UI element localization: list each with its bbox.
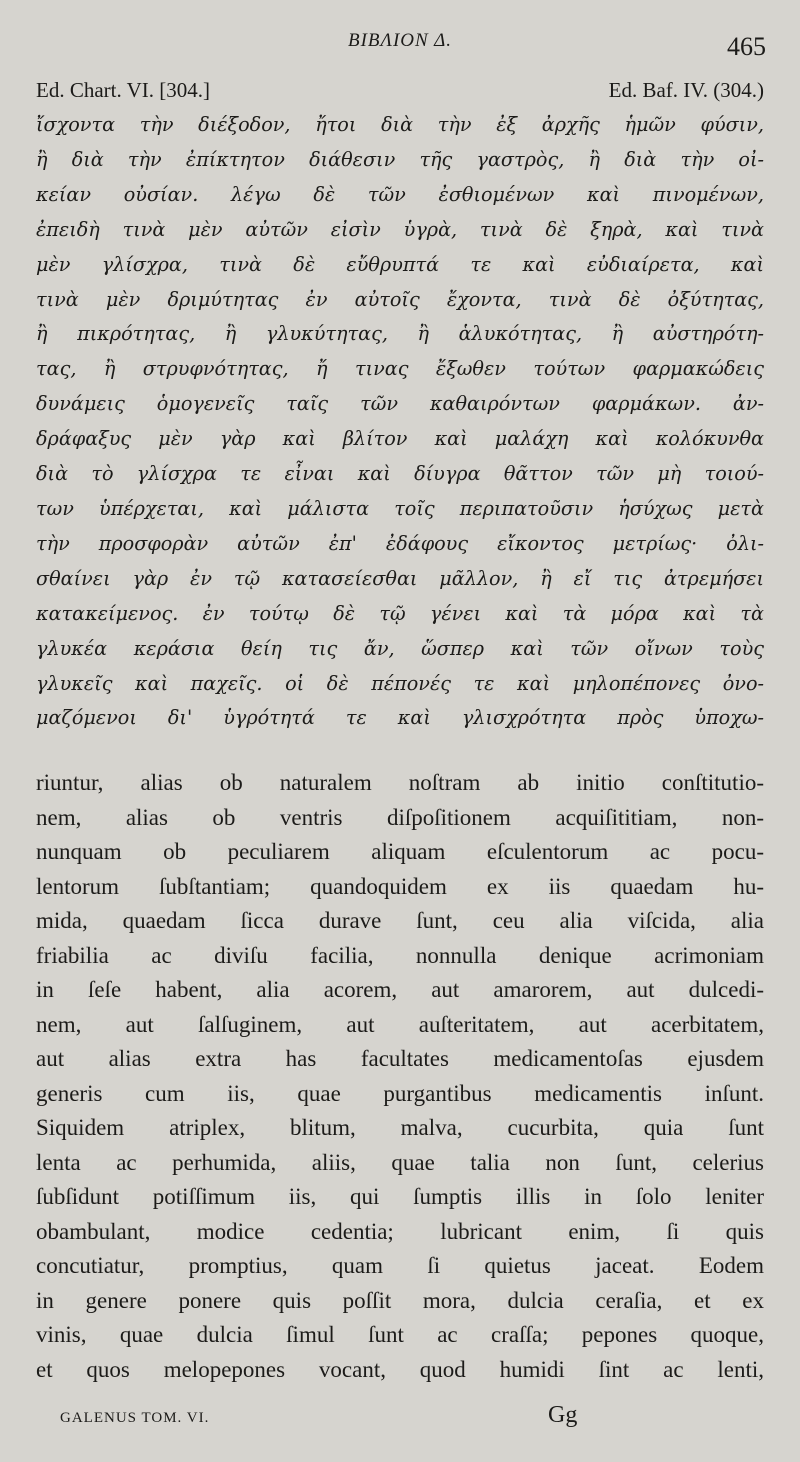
latin-line: mida, quaedam ſicca durave ſunt, ceu alia viſcida, alia xyxy=(36,908,764,933)
page-number: 465 xyxy=(727,32,766,61)
latin-line: lentorum ſubſtantiam; quandoquidem ex iis quaedam hu- xyxy=(36,873,764,899)
edition-reference-left: Ed. Chart. VI. [304.] xyxy=(36,78,210,102)
greek-line: ἢ πικρότητας, ἢ γλυκύτητας, ἢ ἁλυκότητας, ἢ αὐστηρότη- xyxy=(36,322,764,346)
edition-reference-right: Ed. Baf. IV. (304.) xyxy=(608,78,764,102)
latin-line: in ſeſe habent, alia acorem, aut amarorem, aut dulcedi- xyxy=(36,977,764,1002)
greek-line: τινὰ μὲν δριμύτητας ἐν αὐτοῖς ἔχοντα, τινὰ δὲ ὀξύτητας, xyxy=(36,287,764,311)
latin-line: nem, alias ob ventris diſpoſitionem acquiſititiam, non- xyxy=(36,804,764,830)
greek-line: κατακείμενος. ἐν τούτῳ δὲ τῷ γένει καὶ τὰ μόρα καὶ τὰ xyxy=(36,601,764,625)
greek-line: των ὑπέρχεται, καὶ μάλιστα τοῖς περιπατοῦσιν ἡσύχως μετὰ xyxy=(36,496,764,520)
greek-line: γλυκεῖς καὶ παχεῖς. οἱ δὲ πέπονές τε καὶ μηλοπέπονες ὀνο- xyxy=(36,671,764,695)
greek-line: μαζόμενοι δι' ὑγρότητά τε καὶ γλισχρότητα πρὸς ὑποχω- xyxy=(36,706,764,730)
greek-line: μὲν γλίσχρα, τινὰ δὲ εὔθρυπτά τε καὶ εὐδιαίρετα, καὶ xyxy=(36,252,764,276)
signature-mark: GALENUS TOM. VI. xyxy=(60,1410,210,1426)
greek-line: κείαν οὐσίαν. λέγω δὲ τῶν ἐσθιομένων καὶ πινομένων, xyxy=(36,182,764,206)
latin-line: nunquam ob peculiarem aliquam eſculentorum ac pocu- xyxy=(36,839,764,864)
latin-line: riuntur, alias ob naturalem noſtram ab initio conſtitutio- xyxy=(36,770,764,795)
latin-line: generis cum iis, quae purgantibus medicamentis inſunt. xyxy=(36,1080,764,1106)
latin-line: obambulant, modice cedentia; lubricant enim, ſi quis xyxy=(36,1218,764,1244)
greek-line: διὰ τὸ γλίσχρα τε εἶναι καὶ δίυγρα θᾶττον τῶν μὴ τοιού- xyxy=(36,462,764,486)
greek-line: δυνάμεις ὁμογενεῖς ταῖς τῶν καθαιρόντων φαρμάκων. ἀν- xyxy=(36,392,764,416)
latin-line: et quos melopepones vocant, quod humidi ſint ac lenti, xyxy=(36,1356,764,1382)
greek-line: ἢ διὰ τὴν ἐπίκτητον διάθεσιν τῆς γαστρὸς, ἢ διὰ τὴν οἰ- xyxy=(36,147,764,171)
latin-text-block xyxy=(36,766,764,1387)
running-title: ΒΙΒΛΙΟΝ Δ. xyxy=(347,30,453,51)
greek-line: σθαίνει γὰρ ἐν τῷ κατασείεσθαι μᾶλλον, ἢ εἴ τις ἀτρεμήσει xyxy=(36,566,764,590)
latin-line: lenta ac perhumida, aliis, quae talia non ſunt, celerius xyxy=(36,1149,764,1175)
greek-line: δράφαξυς μὲν γὰρ καὶ βλίτον καὶ μαλάχη καὶ κολόκυνθα xyxy=(36,427,764,451)
latin-line: in genere ponere quis poſſit mora, dulcia ceraſia, et ex xyxy=(36,1287,764,1313)
latin-line: concutiatur, promptius, quam ſi quietus jaceat. Eodem xyxy=(36,1253,764,1278)
latin-line: friabilia ac diviſu facilia, nonnulla denique acrimoniam xyxy=(36,942,764,968)
greek-line: γλυκέα κεράσια θείη τις ἄν, ὥσπερ καὶ τῶν οἴνων τοὺς xyxy=(36,636,764,660)
latin-line: vinis, quae dulcia ſimul ſunt ac craſſa; pepones quoque, xyxy=(36,1322,764,1347)
latin-line: nem, aut ſalſuginem, aut auſteritatem, aut acerbitatem, xyxy=(36,1011,764,1037)
greek-text-block xyxy=(36,108,764,736)
latin-line: aut alias extra has facultates medicamentoſas ejusdem xyxy=(36,1046,764,1071)
greek-line: ἴσχοντα τὴν διέξοδον, ἤτοι διὰ τὴν ἐξ ἀρχῆς ἡμῶν φύσιν, xyxy=(36,113,764,136)
greek-line: ἐπειδὴ τινὰ μὲν αὐτῶν εἰσὶν ὑγρὰ, τινὰ δὲ ξηρὰ, καὶ τινὰ xyxy=(36,217,764,241)
greek-line: τας, ἢ στρυφνότητας, ἤ τινας ἔξωθεν τούτων φαρμακώδεις xyxy=(36,357,764,381)
gathering-mark: Gg xyxy=(548,1402,578,1428)
greek-line: τὴν προσφορὰν αὐτῶν ἐπ' ἐδάφους εἴκοντος μετρίως· ὀλι- xyxy=(36,531,764,555)
latin-line: Siquidem atriplex, blitum, malva, cucurbita, quia ſunt xyxy=(36,1115,764,1140)
latin-line: ſubſidunt potiſſimum iis, qui ſumptis illis in ſolo leniter xyxy=(36,1184,764,1209)
